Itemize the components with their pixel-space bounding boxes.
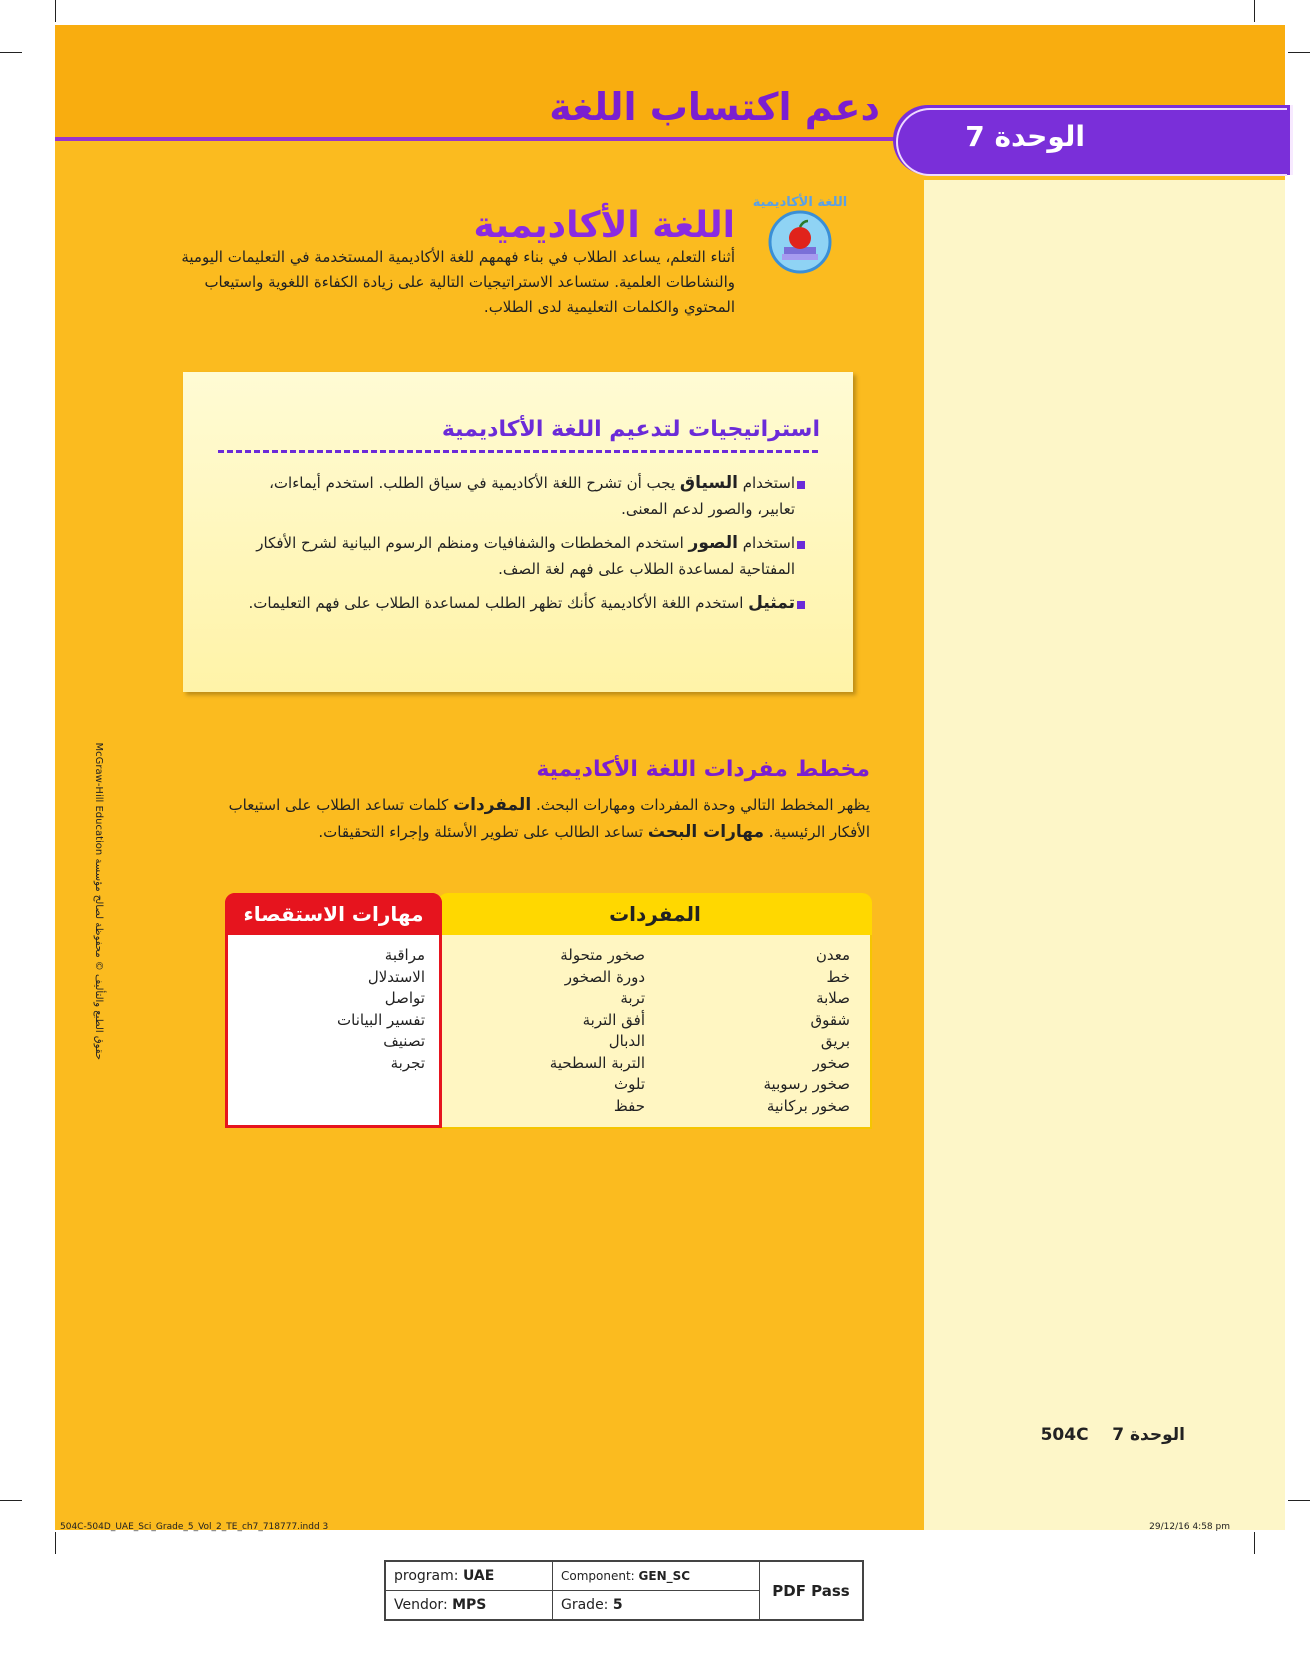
vendor-cell bbox=[385, 1591, 553, 1621]
intro-paragraph: أثناء التعلم، يساعد الطلاب في بناء فهمهم للغة الأكاديمية المستخدمة في التعليمات اليومية والنشاطات العلمية. ستساعد الاستراتيجيات التالية على زيادة الكفاءة اللغوية واستيعاب المحتوي والكلمات التعليمية لدى الطلاب. bbox=[181, 248, 735, 316]
vocab-word: خط bbox=[826, 967, 850, 986]
strategy-item bbox=[240, 590, 795, 616]
academic-language-badge-icon bbox=[752, 192, 848, 287]
skills-table-header: مهارات الاستقصاء bbox=[225, 893, 442, 935]
header-rule bbox=[55, 137, 895, 141]
strategy-keyword: الصور bbox=[688, 533, 738, 553]
vocab-word: صخور بركانية bbox=[766, 1096, 850, 1115]
badge-label-top: اللغة الأكاديمية bbox=[752, 195, 848, 210]
vocab-chart-paragraph bbox=[222, 792, 870, 846]
right-margin-column bbox=[924, 180, 1285, 1530]
page-number: 504C bbox=[1040, 1425, 1089, 1445]
crop-mark bbox=[1288, 52, 1310, 53]
strategies-divider bbox=[218, 450, 818, 453]
vendor-label: Vendor: bbox=[394, 1597, 448, 1613]
skill-item: الاستدلال bbox=[367, 967, 425, 986]
strategy-text: يجب أن تشرح اللغة الأكاديمية في سياق الطلب. استخدم أيماءات، تعابير، والصور لدعم المعنى. bbox=[269, 474, 795, 518]
crop-mark bbox=[0, 1500, 22, 1501]
strategy-keyword: السياق bbox=[679, 473, 738, 493]
strategy-keyword: تمثيل bbox=[748, 593, 795, 613]
crop-mark bbox=[0, 52, 22, 53]
strategies-title: استراتيجيات لتدعيم اللغة الأكاديمية bbox=[441, 417, 820, 442]
crop-mark bbox=[55, 1532, 56, 1554]
component-value: GEN_SC bbox=[638, 1569, 691, 1583]
vocab-word: تربة bbox=[620, 989, 645, 1007]
section-title: اللغة الأكاديمية bbox=[473, 205, 735, 246]
print-info-table bbox=[384, 1560, 864, 1621]
vocab-table-header: المفردات bbox=[438, 893, 872, 935]
crop-mark bbox=[1254, 1532, 1255, 1554]
unit-tab-label: الوحدة 7 bbox=[965, 120, 1085, 153]
vocab-keyword: مهارات البحث bbox=[647, 822, 765, 842]
vocab-word: تلوث bbox=[613, 1075, 645, 1093]
status-cell bbox=[760, 1561, 864, 1620]
bullet-square-icon bbox=[797, 541, 805, 549]
vocab-word: دورة الصخور bbox=[564, 967, 645, 986]
vocab-word: معدن bbox=[815, 946, 850, 964]
copyright-text: حقوق الطبع والتأليف © محفوظة لصالح مؤسسة McGraw-Hill Education bbox=[93, 742, 104, 1060]
vocab-column-1 bbox=[700, 945, 850, 1117]
slug-filename: 504C-504D_UAE_Sci_Grade_5_Vol_2_TE_ch7_718777.indd 3 bbox=[60, 1522, 329, 1532]
strategy-prefix: استخدام bbox=[742, 474, 795, 492]
slug-date: 29/12/16 4:58 pm bbox=[1149, 1522, 1230, 1532]
skill-item: تواصل bbox=[384, 989, 425, 1007]
skill-item: تصنيف bbox=[383, 1032, 425, 1050]
component-label: Component: bbox=[561, 1569, 635, 1583]
strategy-text: استخدم اللغة الأكاديمية كأنك تظهر الطلب لمساعدة الطلاب على فهم التعليمات. bbox=[248, 594, 744, 612]
vocab-word: صخور bbox=[812, 1053, 850, 1072]
vocab-word: صلابة bbox=[816, 989, 850, 1007]
strategy-item bbox=[240, 470, 795, 522]
page-number-line bbox=[1000, 1425, 1185, 1445]
vocab-text-part: كلمات تساعد الطلاب على استيعاب الأفكار الرئيسية. bbox=[228, 796, 870, 841]
page-unit: الوحدة 7 bbox=[1112, 1425, 1185, 1445]
vocab-word: التربة السطحية bbox=[549, 1053, 645, 1072]
skill-item: تجربة bbox=[390, 1053, 425, 1072]
vocab-word: صخور متحولة bbox=[560, 946, 645, 964]
vocab-word: صخور رسوبية bbox=[763, 1075, 850, 1093]
program-label: program: bbox=[394, 1568, 459, 1584]
program-value: UAE bbox=[462, 1568, 495, 1584]
skill-item: مراقبة bbox=[384, 946, 425, 964]
strategy-prefix: استخدام bbox=[742, 534, 795, 552]
crop-mark bbox=[1288, 1500, 1310, 1501]
vocab-word: حفظ bbox=[613, 1096, 645, 1115]
grade-cell bbox=[553, 1591, 760, 1621]
strategy-item bbox=[240, 530, 795, 582]
strategy-text: استخدم المخططات والشفافيات ومنظم الرسوم البيانية لشرح الأفكار المفتاحية لمساعدة الطلاب على فهم لغة الصف. bbox=[256, 534, 795, 578]
grade-value: 5 bbox=[612, 1597, 623, 1613]
crop-mark bbox=[55, 0, 56, 22]
page-title: دعم اكتساب اللغة bbox=[549, 85, 880, 129]
program-cell bbox=[385, 1561, 553, 1591]
vocab-word: الدبال bbox=[608, 1032, 645, 1050]
vocab-column-2 bbox=[480, 945, 645, 1117]
skill-item: تفسير البيانات bbox=[337, 1010, 425, 1029]
vendor-value: MPS bbox=[452, 1597, 487, 1613]
vocab-chart-title: مخطط مفردات اللغة الأكاديمية bbox=[536, 757, 870, 782]
copyright-sidebar bbox=[82, 742, 104, 1400]
grade-label: Grade: bbox=[561, 1597, 609, 1613]
status-label: PDF Pass bbox=[772, 1581, 850, 1600]
vocab-word: بريق bbox=[820, 1032, 850, 1050]
component-cell bbox=[553, 1561, 760, 1591]
skills-column bbox=[260, 945, 425, 1074]
vocab-word: شقوق bbox=[810, 1010, 850, 1029]
vocab-word: أفق التربة bbox=[582, 1010, 645, 1029]
crop-mark bbox=[1254, 0, 1255, 22]
vocab-text-part: يظهر المخطط التالي وحدة المفردات ومهارات البحث. bbox=[535, 796, 870, 814]
vocab-keyword: المفردات bbox=[453, 795, 532, 815]
vocab-text-part: تساعد الطالب على تطوير الأسئلة وإجراء التحقيقات. bbox=[318, 823, 644, 841]
bullet-square-icon bbox=[797, 481, 805, 489]
bullet-square-icon bbox=[797, 601, 805, 609]
